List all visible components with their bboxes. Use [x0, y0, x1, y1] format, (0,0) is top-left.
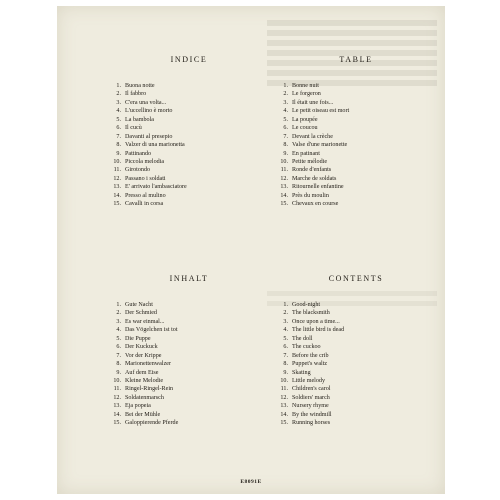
item-title: Before the crib — [292, 352, 329, 359]
inhalt-list — [109, 301, 269, 428]
table-list — [276, 82, 436, 209]
item-title: Il fabbro — [125, 91, 147, 98]
item-number: 15. — [113, 201, 121, 208]
list-item — [276, 166, 436, 174]
list-item — [276, 133, 436, 141]
item-title: Girotondo — [125, 167, 151, 174]
item-title: Puppet's waltz — [292, 361, 328, 368]
list-item — [276, 124, 436, 132]
item-title: Gute Nacht — [125, 302, 153, 308]
list-item — [276, 411, 436, 419]
item-title: By the windmill — [292, 411, 332, 418]
item-number: 1. — [116, 302, 121, 308]
list-item — [109, 394, 269, 402]
item-number: 13. — [113, 184, 121, 191]
item-number: 9. — [116, 369, 121, 376]
item-number: 8. — [116, 142, 121, 149]
list-item — [276, 200, 436, 208]
item-number: 5. — [116, 116, 121, 123]
item-title: Der Schmied — [125, 310, 157, 317]
item-title: C'era una volta... — [125, 99, 167, 106]
item-title: Soldiers' march — [292, 394, 330, 401]
indice-column — [109, 55, 269, 209]
item-number: 6. — [283, 344, 288, 351]
list-item — [109, 116, 269, 124]
item-number: 14. — [280, 192, 288, 199]
list-item — [276, 335, 436, 343]
item-title: Der Kuckuck — [125, 344, 158, 351]
list-item — [276, 192, 436, 200]
item-title: The blacksmith — [292, 310, 330, 317]
item-title: Das Vögelchen ist tot — [125, 327, 178, 334]
item-title: Il était une fois... — [292, 99, 334, 106]
item-title: E' arrivato l'ambasciatore — [125, 184, 187, 191]
item-title: Galoppierende Pferde — [125, 420, 179, 427]
item-number: 4. — [283, 327, 288, 334]
item-number: 15. — [113, 420, 121, 427]
list-item — [276, 183, 436, 191]
item-number: 10. — [280, 158, 288, 165]
list-item — [276, 158, 436, 166]
item-number: 8. — [116, 361, 121, 368]
item-number: 14. — [113, 192, 121, 199]
list-item — [109, 352, 269, 360]
item-number: 9. — [116, 150, 121, 157]
item-number: 4. — [116, 327, 121, 334]
item-number: 9. — [283, 150, 288, 157]
item-number: 8. — [283, 361, 288, 368]
list-item — [276, 309, 436, 317]
list-item — [109, 141, 269, 149]
item-number: 12. — [113, 394, 121, 401]
item-number: 8. — [283, 142, 288, 149]
item-number: 5. — [283, 116, 288, 123]
list-item — [276, 107, 436, 115]
list-item — [109, 419, 269, 427]
list-item — [109, 166, 269, 174]
section-heading: TABLE — [339, 55, 373, 64]
item-number: 9. — [283, 369, 288, 376]
contents-list — [276, 301, 436, 428]
section-heading: INDICE — [170, 55, 208, 64]
item-title: En patinant — [292, 150, 320, 157]
item-title: Il cucù — [125, 125, 142, 132]
item-number: 14. — [113, 411, 121, 418]
item-number: 12. — [113, 175, 121, 182]
item-number: 13. — [113, 403, 121, 410]
table-column — [276, 55, 436, 209]
item-number: 3. — [116, 99, 121, 106]
item-title: Bei der Mühle — [125, 411, 161, 418]
list-item — [109, 360, 269, 368]
item-title: Chevaux en course — [292, 201, 339, 208]
item-title: Once upon a time... — [292, 318, 340, 325]
item-title: Le coucou — [292, 125, 318, 132]
item-title: Skating — [292, 369, 311, 376]
item-number: 5. — [283, 335, 288, 342]
list-item — [276, 394, 436, 402]
item-number: 1. — [283, 83, 288, 89]
item-title: Près du moulin — [292, 192, 329, 199]
item-number: 10. — [280, 377, 288, 384]
item-title: Passano i soldati — [125, 175, 166, 182]
item-title: Es war einmal... — [125, 318, 165, 325]
list-item — [109, 343, 269, 351]
item-number: 14. — [280, 411, 288, 418]
item-title: Ronde d'enfants — [292, 167, 332, 174]
list-item — [276, 360, 436, 368]
item-number: 3. — [283, 99, 288, 106]
item-number: 2. — [116, 310, 121, 317]
item-number: 5. — [116, 335, 121, 342]
list-item — [276, 369, 436, 377]
item-number: 2. — [283, 310, 288, 317]
list-item — [109, 402, 269, 410]
item-number: 11. — [280, 386, 288, 393]
item-title: L'uccellino è morto — [125, 108, 173, 115]
list-item — [276, 141, 436, 149]
item-number: 1. — [283, 302, 288, 308]
plate-number: E8091E — [240, 479, 262, 485]
book-page — [57, 6, 445, 494]
list-item — [276, 175, 436, 183]
item-title: Die Puppe — [125, 335, 151, 342]
item-number: 6. — [283, 125, 288, 132]
item-number: 2. — [283, 91, 288, 98]
item-title: Nursery rhyme — [292, 403, 329, 410]
item-title: The doll — [292, 335, 313, 342]
item-title: Le forgeron — [292, 91, 321, 98]
list-item — [109, 90, 269, 98]
list-item — [109, 309, 269, 317]
contents-column — [276, 274, 436, 428]
list-item — [109, 183, 269, 191]
item-title: Davanti al presepio — [125, 133, 173, 140]
item-title: Valse d'une marionette — [292, 142, 348, 149]
item-title: La poupée — [292, 116, 318, 123]
section-heading: CONTENTS — [328, 274, 384, 283]
item-title: Running horses — [292, 420, 331, 427]
item-number: 6. — [116, 344, 121, 351]
list-item — [276, 318, 436, 326]
item-title: Piccola melodia — [125, 158, 165, 165]
item-title: Vor der Krippe — [125, 352, 162, 359]
item-title: Valzer di una marionetta — [125, 142, 185, 149]
list-item — [276, 99, 436, 107]
item-number: 7. — [283, 352, 288, 359]
item-title: Marionettenwalzer — [125, 361, 172, 368]
item-title: La bambola — [125, 116, 154, 123]
list-item — [276, 343, 436, 351]
list-item — [276, 352, 436, 360]
item-title: Auf dem Eise — [125, 369, 159, 376]
list-item — [109, 411, 269, 419]
section-heading: INHALT — [169, 274, 209, 283]
list-item — [109, 175, 269, 183]
list-item — [276, 82, 436, 90]
list-item — [276, 90, 436, 98]
item-title: Bonne nuit — [292, 83, 319, 89]
item-title: Devant la crèche — [292, 133, 333, 140]
item-title: Petite mélodie — [292, 158, 328, 165]
item-number: 12. — [280, 175, 288, 182]
list-item — [109, 82, 269, 90]
list-item — [109, 200, 269, 208]
item-title: Presso al mulino — [125, 192, 166, 199]
item-number: 6. — [116, 125, 121, 132]
item-title: The little bird is dead — [292, 327, 345, 334]
item-number: 7. — [116, 352, 121, 359]
list-item — [109, 133, 269, 141]
item-number: 13. — [280, 403, 288, 410]
item-number: 11. — [113, 167, 121, 174]
list-item — [109, 107, 269, 115]
list-item — [276, 419, 436, 427]
item-number: 15. — [280, 201, 288, 208]
item-number: 12. — [280, 394, 288, 401]
item-title: Soldatenmarsch — [125, 394, 164, 401]
item-number: 1. — [116, 83, 121, 89]
item-title: Kleine Melodie — [125, 377, 164, 384]
item-number: 3. — [116, 318, 121, 325]
item-title: Good-night — [292, 302, 321, 308]
item-number: 3. — [283, 318, 288, 325]
list-item — [109, 301, 269, 309]
item-title: Le petit oiseau est mort — [292, 108, 350, 115]
indice-list — [109, 82, 269, 209]
list-item — [276, 326, 436, 334]
item-number: 15. — [280, 420, 288, 427]
item-number: 10. — [113, 158, 121, 165]
item-title: Ritournelle enfantine — [292, 184, 344, 191]
list-item — [109, 318, 269, 326]
list-item — [109, 99, 269, 107]
item-title: The cuckoo — [292, 344, 321, 351]
item-title: Cavalli in corsa — [125, 201, 164, 208]
item-number: 11. — [113, 386, 121, 393]
inhalt-column — [109, 274, 269, 428]
item-number: 7. — [283, 133, 288, 140]
item-number: 2. — [116, 91, 121, 98]
item-number: 10. — [113, 377, 121, 384]
item-number: 13. — [280, 184, 288, 191]
list-item — [109, 150, 269, 158]
item-title: Ringel-Ringel-Rein — [125, 386, 174, 393]
list-item — [109, 369, 269, 377]
list-item — [109, 158, 269, 166]
list-item — [276, 116, 436, 124]
list-item — [276, 301, 436, 309]
item-title: Children's carol — [292, 386, 331, 393]
item-number: 7. — [116, 133, 121, 140]
item-title: Eja popeia — [125, 403, 151, 410]
list-item — [276, 150, 436, 158]
item-title: Marche de soldats — [292, 175, 337, 182]
list-item — [109, 377, 269, 385]
list-item — [276, 402, 436, 410]
item-title: Little melody — [292, 377, 326, 384]
item-number: 4. — [283, 108, 288, 115]
item-number: 4. — [116, 108, 121, 115]
list-item — [109, 326, 269, 334]
item-number: 11. — [280, 167, 288, 174]
item-title: Buona notte — [125, 83, 155, 89]
list-item — [109, 192, 269, 200]
list-item — [109, 124, 269, 132]
list-item — [276, 385, 436, 393]
list-item — [109, 385, 269, 393]
list-item — [109, 335, 269, 343]
list-item — [276, 377, 436, 385]
item-title: Pattinando — [125, 150, 152, 157]
